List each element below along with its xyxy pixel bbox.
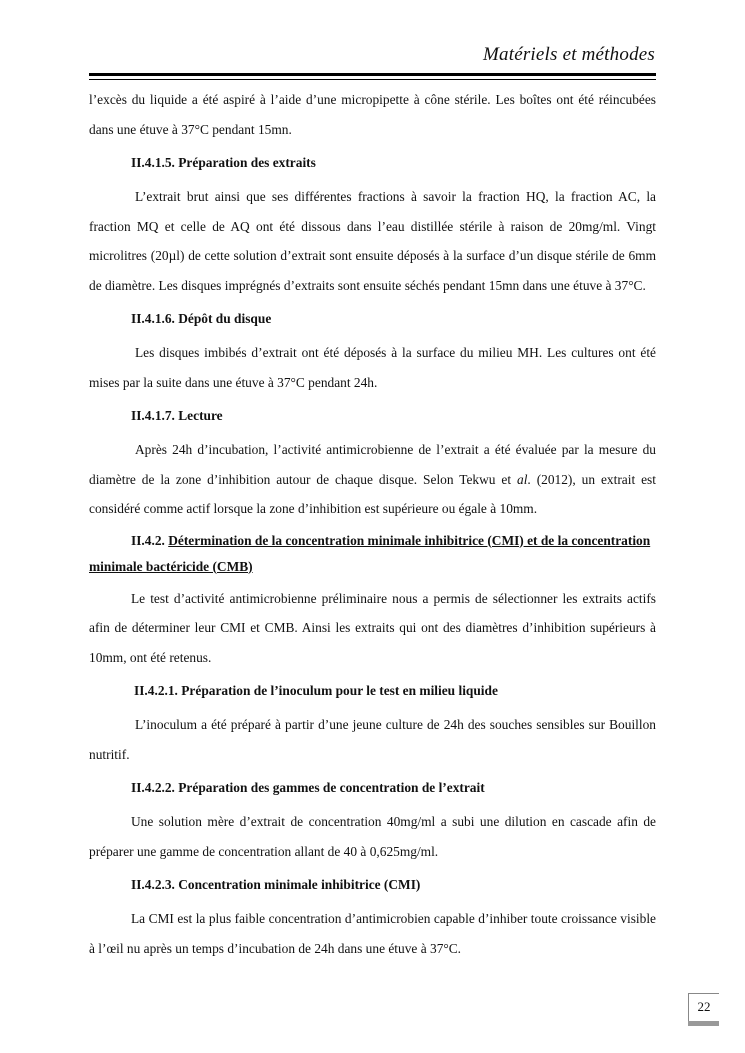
- lecture-text-et-al: al: [517, 471, 528, 487]
- lecture-text-b: . (2012), un extrait est considéré comme actif lorsque la zone d’inhibition est supérieure ou égale à 10mm.: [89, 471, 656, 516]
- header-rule-thick: [89, 73, 656, 76]
- heading-number: II.4.2.: [131, 532, 169, 548]
- heading-depot-disque: II.4.1.6. Dépôt du disque: [131, 311, 272, 326]
- paragraph-cmi: La CMI est la plus faible concentration d’antimicrobien capable d’inhiber toute croissance visible à l’œil nu après un temps d’incubation de 24h dans une étuve à 37°C.: [89, 911, 656, 956]
- heading-underlined-title: Détermination de la concentration minimale inhibitrice (CMI) et de la concentration minimale bactéricide (CMB): [89, 532, 651, 574]
- paragraph-test-preliminaire: Le test d’activité antimicrobienne préliminaire nous a permis de sélectionner les extraits actifs afin de déterminer leur CMI et CMB. Ainsi les extraits qui ont des diamètres d’inhibition supérieurs à 10mm, ont été retenus.: [89, 590, 656, 665]
- paragraph-continuation: l’excès du liquide a été aspiré à l’aide d’une micropipette à cône stérile. Les boîtes ont été réincubées dans une étuve à 37°C pendant 15mn.: [89, 92, 656, 137]
- page-number-bar: [688, 1021, 719, 1026]
- running-header-title: Matériels et méthodes: [483, 44, 655, 65]
- paragraph-depot-disque: Les disques imbibés d’extrait ont été déposés à la surface du milieu MH. Les cultures ont été mises par la suite dans une étuve à 37°C pendant 24h.: [89, 345, 656, 390]
- paragraph-preparation-extraits: L’extrait brut ainsi que ses différentes fractions à savoir la fraction HQ, la fraction AC, la fraction MQ et celle de AQ ont été dissous dans l’eau distillée stérile à raison de 20mg/ml. Vingt microlitres (20µl) de cette solution d’extrait sont ensuite déposés à la surface d’un disque stérile de 6mm de diamètre. Les disques imprégnés d’extraits sont ensuite séchés pendant 15mn dans une étuve à 37°C.: [89, 189, 656, 293]
- heading-cmi: II.4.2.3. Concentration minimale inhibitrice (CMI): [131, 877, 421, 892]
- heading-preparation-extraits: II.4.1.5. Préparation des extraits: [131, 155, 316, 170]
- lecture-text-a: Après 24h d’incubation, l’activité antimicrobienne de l’extrait a été évaluée par la mesure du diamètre de la zone d’inhibition autour de chaque disque. Selon Tekwu et: [89, 442, 656, 487]
- document-body: [89, 85, 656, 963]
- heading-lecture: II.4.1.7. Lecture: [131, 408, 223, 423]
- page-number: 22: [688, 993, 719, 1022]
- paragraph-gammes: Une solution mère d’extrait de concentration 40mg/ml a subi une dilution en cascade afin de préparer une gamme de concentration allant de 40 à 0,625mg/ml.: [89, 814, 656, 859]
- paragraph-inoculum: L’inoculum a été préparé à partir d’une jeune culture de 24h des souches sensibles sur Bouillon nutritif.: [89, 717, 656, 762]
- heading-preparation-inoculum: II.4.2.1. Préparation de l’inoculum pour le test en milieu liquide: [134, 683, 498, 698]
- header-rule-thin: [89, 79, 656, 80]
- heading-determination-cmi-cmb: [89, 528, 656, 580]
- paragraph-lecture: [89, 435, 656, 524]
- heading-gammes-concentration: II.4.2.2. Préparation des gammes de concentration de l’extrait: [131, 780, 485, 795]
